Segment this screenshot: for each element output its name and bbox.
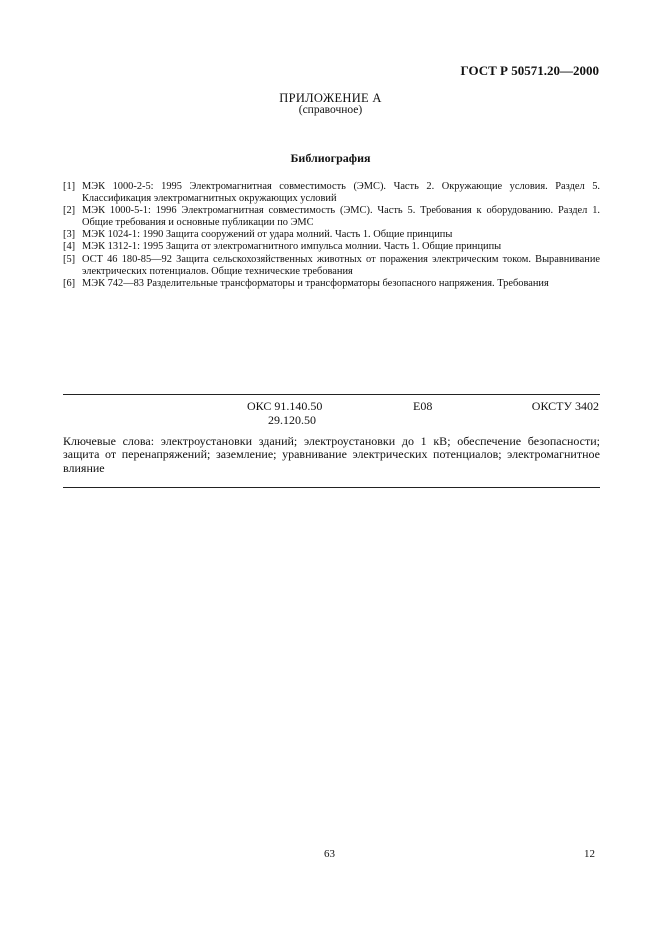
bibliography-list <box>63 181 600 290</box>
bibliography-item-text: МЭК 1024-1: 1990 Защита сооружений от удара молний. Часть 1. Общие принципы <box>82 229 453 241</box>
bibliography-item-text: МЭК 742—83 Разделительные трансформаторы и трансформаторы безопасного напряжения. Требования <box>82 277 549 289</box>
bibliography-item-number: [1] <box>63 181 76 192</box>
bibliography-item <box>63 205 600 229</box>
keywords: Ключевые слова: электроустановки зданий; электроустановки до 1 кВ; обеспечение безопасности; защита от перенапряжений; заземление; уравнивание электрических потенциалов; электромагнитное влияние <box>63 434 600 475</box>
bibliography-item-number: [4] <box>63 241 76 253</box>
standard-code: ГОСТ Р 50571.20—2000 <box>460 63 599 78</box>
e-code: Е08 <box>413 399 433 413</box>
bibliography-item-number: [2] <box>63 205 76 217</box>
bottom-divider <box>63 487 600 488</box>
bibliography-heading: Библиография <box>290 151 371 165</box>
bibliography-item-text: МЭК 1000-5-1: 1996 Электромагнитная совместимость (ЭМС). Часть 5. Требования к оборудованию. Раздел 1. Общие требования и основные публикации по ЭМС <box>82 205 600 229</box>
oks-code-primary: ОКС 91.140.50 <box>247 399 323 413</box>
bibliography-item-number: [3] <box>63 229 76 241</box>
top-divider <box>63 394 600 395</box>
oks-code-secondary: 29.120.50 <box>268 413 316 427</box>
bibliography-item-number: [5] <box>63 253 76 265</box>
bibliography-item <box>63 254 600 278</box>
bibliography-item-text: МЭК 1000-2-5: 1995 Электромагнитная совместимость (ЭМС). Часть 2. Окружающие условия. Раздел 5. Классификация электромагнитных окружающих условий <box>82 181 600 205</box>
bibliography-item <box>63 229 600 241</box>
bibliography-item <box>63 241 600 253</box>
okstu-code: ОКСТУ 3402 <box>531 399 599 413</box>
bibliography-item-text: ОСТ 46 180-85—92 Защита сельскохозяйственных животных от поражения электрическим током. Выравнивание электрических потенциалов. Общие технические требования <box>82 253 600 277</box>
appendix-title: ПРИЛОЖЕНИЕ А <box>279 91 382 105</box>
page-number: 63 <box>324 848 335 860</box>
appendix-subtitle: (справочное) <box>298 104 363 116</box>
bibliography-item-number: [6] <box>63 277 76 289</box>
bibliography-item <box>63 278 600 290</box>
bibliography-item-text: МЭК 1312-1: 1995 Защита от электромагнитного импульса молнии. Часть 1. Общие принципы <box>82 241 502 253</box>
sheet-number: 12 <box>584 848 595 860</box>
bibliography-item <box>63 181 600 205</box>
